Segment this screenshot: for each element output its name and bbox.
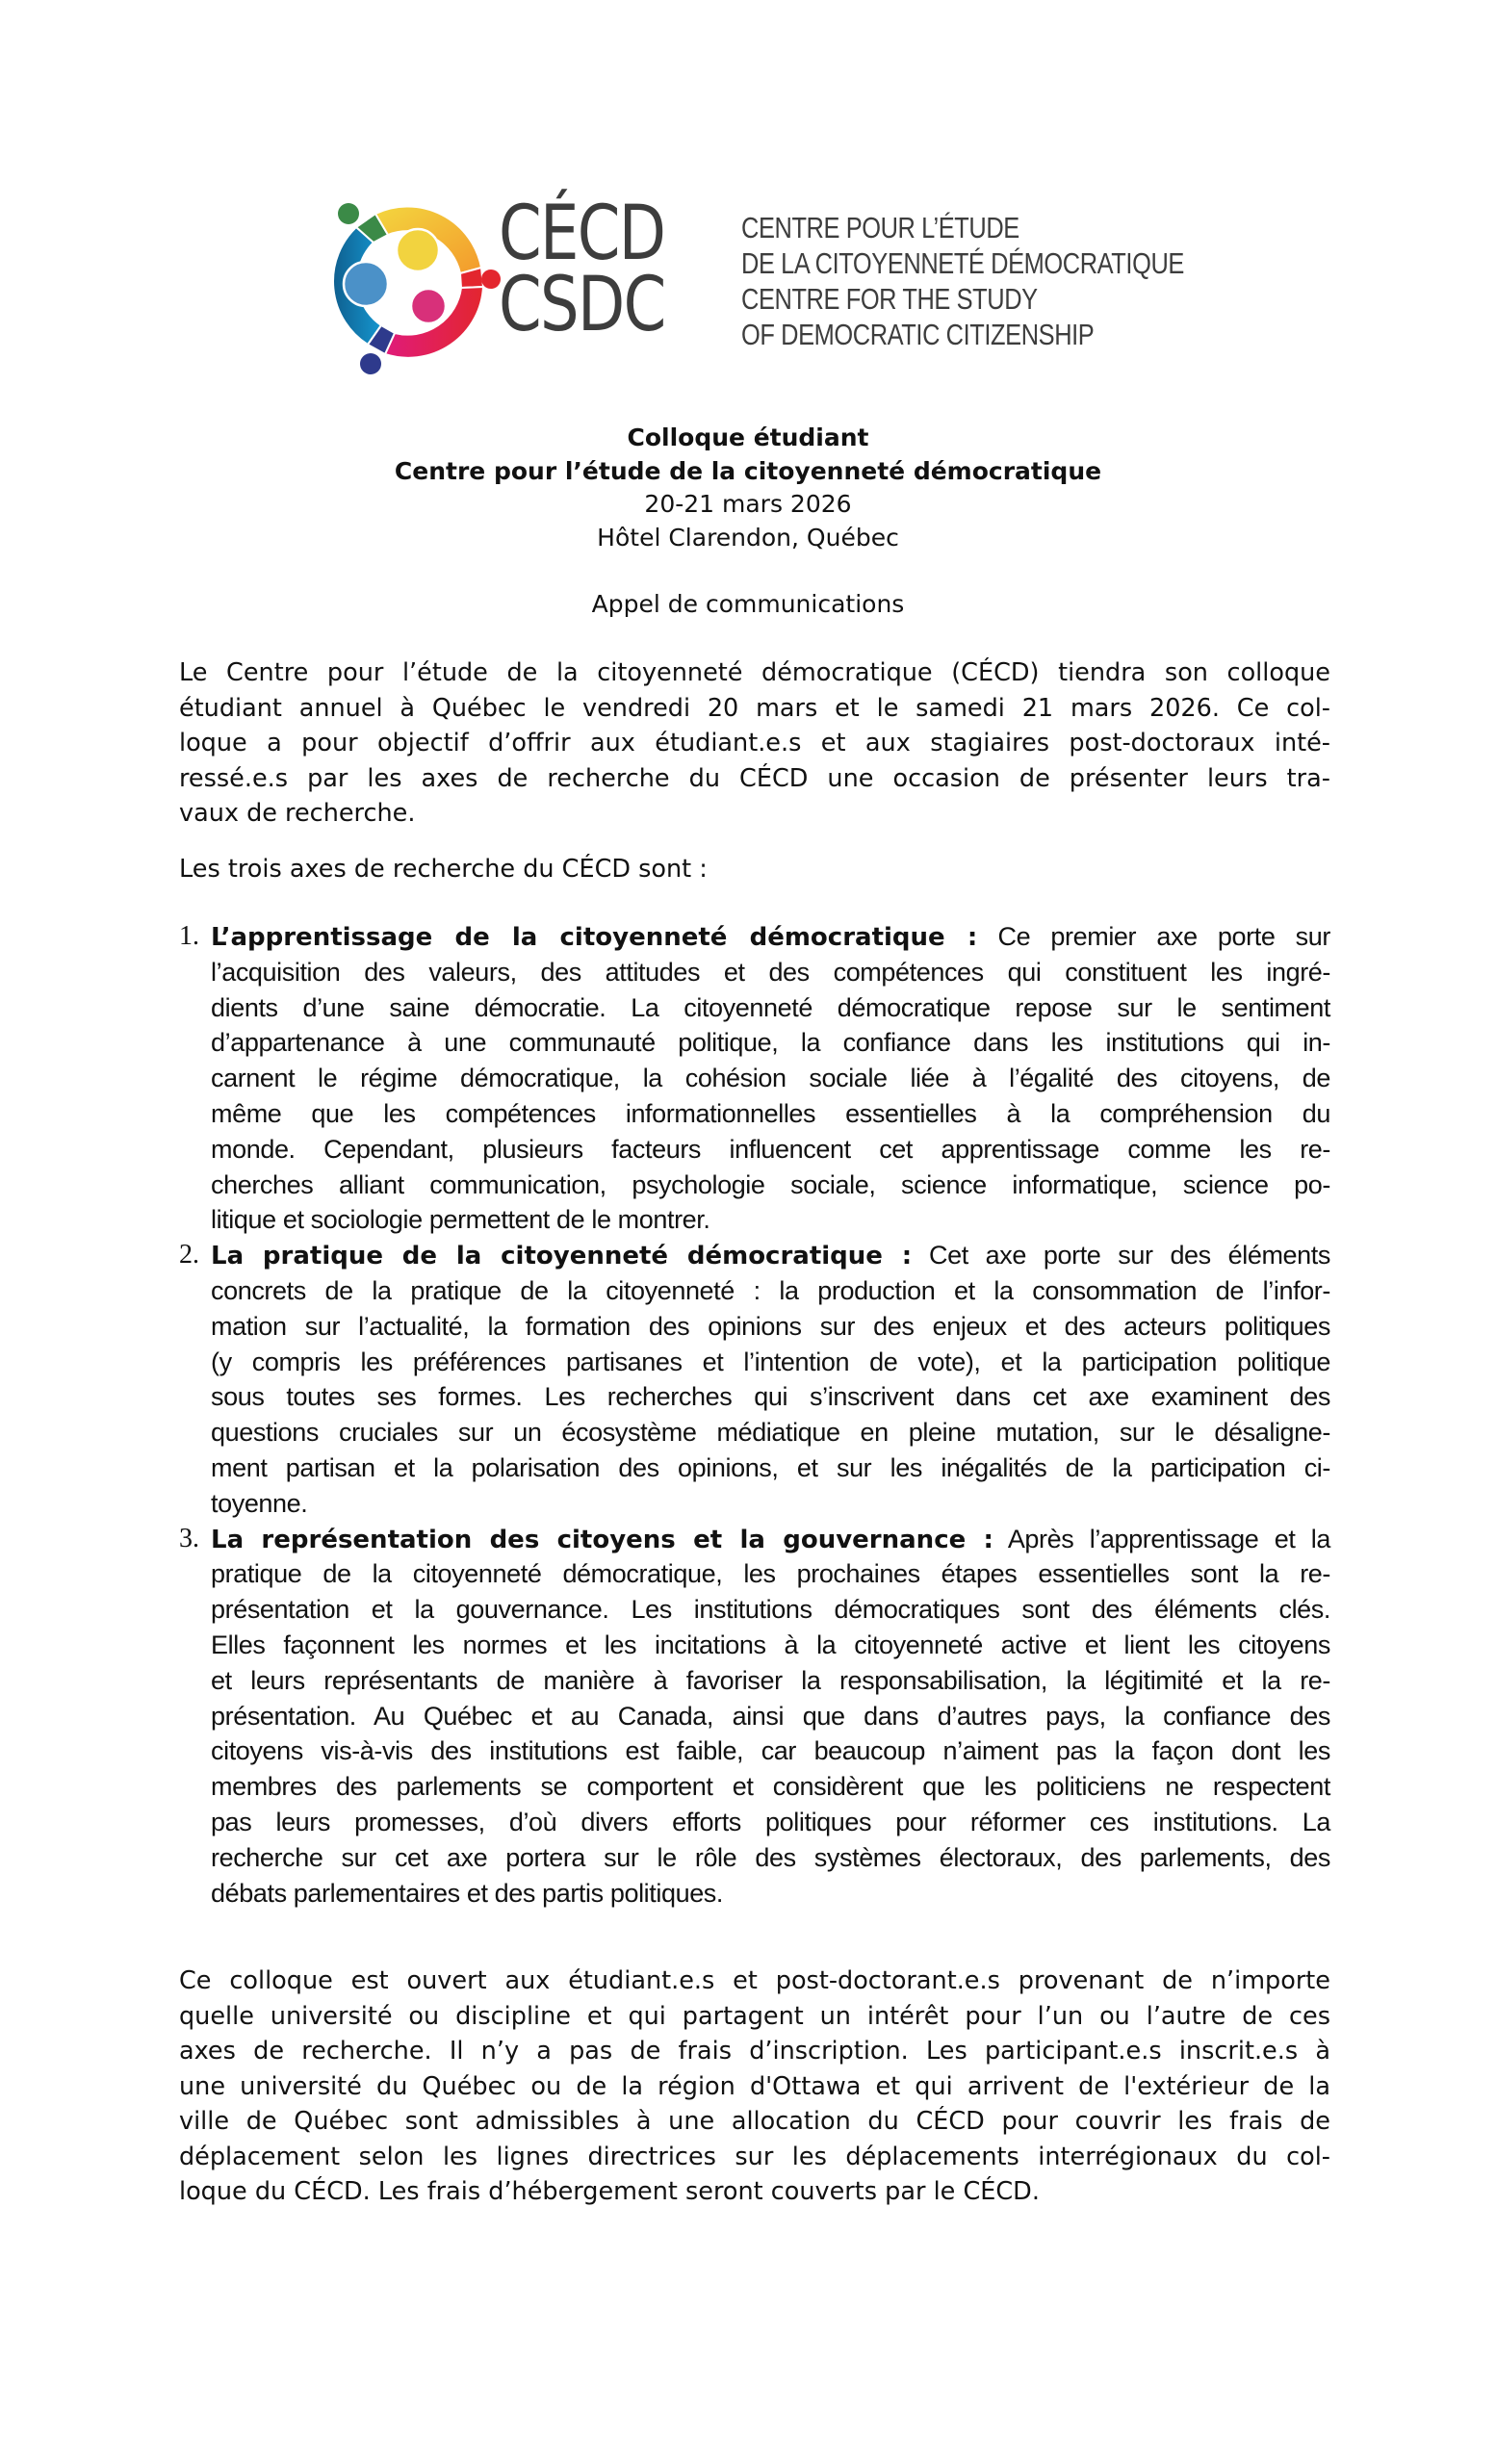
logo-acronyms [499,191,665,348]
axis-line: (y compris les préférences partisanes et l’intention de vote), et la participation politique [211,1347,1330,1376]
axis-line: citoyens vis-à-vis des institutions est faible, car beaucoup n’aiment pas la façon dont les [211,1736,1330,1766]
axis-first-line-text: Ce premier axe porte sur [977,922,1330,951]
research-axis-item [179,1238,1334,1521]
axis-first-line [211,919,1330,955]
axes-intro-paragraph [179,852,1330,887]
closing-line: quelle université ou discipline et qui partagent un intérêt pour l’un ou l’autre de ces [179,2001,1330,2031]
intro-line: loque a pour objectif d’offrir aux étudiant.e.s et aux stagiaires post-doctoraux inté- [179,729,1330,757]
closing-line: Ce colloque est ouvert aux étudiant.e.s et post-doctorant.e.s provenant de n’importe [179,1966,1330,1995]
intro-line: vaux de recherche. [179,799,416,828]
axis-line: pas leurs promesses, d’où divers efforts politiques pour réformer ces institutions. La [211,1807,1330,1836]
axis-line: dients d’une saine démocratie. La citoyenneté démocratique repose sur le sentiment [211,992,1330,1022]
logo-name-fr-line2: DE LA CITOYENNETÉ DÉMOCRATIQUE [741,246,1184,280]
research-axis-item [179,919,1334,1238]
event-venue: Hôtel Clarendon, Québec [597,523,899,552]
research-axes-list [179,919,1334,1911]
axis-line: recherche sur cet axe portera sur le rôle des systèmes électoraux, des parlements, des [211,1842,1330,1872]
axis-line: questions cruciales sur un écosystème médiatique en pleine mutation, sur le désaligne- [211,1418,1330,1448]
axis-line: membres des parlements se comportent et considèrent que les politiciens ne respectent [211,1772,1330,1802]
logo-names [741,210,1184,352]
logo-name-en-line2: OF DEMOCRATIC CITIZENSHIP [741,318,1095,351]
axis-line: présentation. Au Québec et au Canada, ainsi que dans d’autres pays, la confiance des [211,1701,1330,1731]
closing-line: axes de recherche. Il n’y a pas de frais d’inscription. Les participant.e.s inscrit.e.s à [179,2037,1330,2066]
logo-acronym-en: CSDC [499,262,665,348]
axes-intro-text: Les trois axes de recherche du CÉCD sont : [179,855,708,884]
axis-title: La pratique de la citoyenneté démocratique : [211,1242,913,1271]
intro-line: étudiant annuel à Québec le vendredi 20 mars et le samedi 21 mars 2026. Ce col- [179,693,1330,723]
axis-title: La représentation des citoyens et la gouvernance : [211,1525,993,1554]
list-number: 2. [179,1240,199,1270]
event-header [0,422,1496,621]
axis-line: toyenne. [211,1488,308,1518]
event-subtitle: Centre pour l’étude de la citoyenneté démocratique [394,456,1102,485]
axis-line: concrets de la pratique de la citoyenneté : la production et la consommation de l’infor- [211,1275,1330,1305]
intro-paragraph [179,655,1330,832]
axis-line: et leurs représentants de manière à favoriser la responsabilisation, la légitimité et la re- [211,1665,1330,1695]
axis-line: sous toutes ses formes. Les recherches qui s’inscrivent dans cet axe examinent des [211,1382,1330,1412]
axis-line: Elles façonnent les normes et les incitations à la citoyenneté active et lient les citoyens [211,1630,1330,1659]
research-axis-item [179,1522,1334,1912]
axis-line: même que les compétences informationnelles essentielles à la compréhension du [211,1098,1330,1128]
logo-name-en-line1: CENTRE FOR THE STUDY [741,282,1038,316]
axis-line: l’acquisition des valeurs, des attitudes et des compétences qui constituent les ingré- [211,957,1330,987]
axis-title: L’apprentissage de la citoyenneté démocratique : [211,923,978,952]
event-title: Colloque étudiant [627,424,869,451]
logo-mark-icon [318,192,501,375]
axis-line: cherches alliant communication, psychologie sociale, science informatique, science po- [211,1169,1330,1199]
axis-line: d’appartenance à une communauté politique, la confiance dans les institutions qui in- [211,1028,1330,1058]
logo-acronym-fr: CÉCD [499,191,665,277]
axis-line: carnent le régime démocratique, la cohésion sociale liée à l’égalité des citoyens, de [211,1064,1330,1093]
axis-first-line [211,1522,1330,1557]
axis-line: litique et sociologie permettent de le montrer. [211,1205,710,1235]
list-number: 1. [179,921,199,951]
axis-first-line-text: Cet axe porte sur des éléments [912,1241,1330,1270]
axis-first-line-text: Après l’apprentissage et la [993,1524,1330,1553]
list-number: 3. [179,1523,199,1553]
closing-line: ville de Québec sont admissibles à une allocation du CÉCD pour couvrir les frais de [179,2107,1330,2136]
intro-line: ressé.e.s par les axes de recherche du CÉCD une occasion de présenter leurs tra- [179,763,1330,793]
axis-line: monde. Cependant, plusieurs facteurs influencent cet apprentissage comme les re- [211,1134,1330,1164]
call-for-papers-heading: Appel de communications [591,589,905,618]
axis-line: présentation et la gouvernance. Les institutions démocratiques sont des éléments clés. [211,1595,1330,1625]
logo-name-fr-line1: CENTRE POUR L’ÉTUDE [741,211,1019,244]
intro-line: Le Centre pour l’étude de la citoyenneté démocratique (CÉCD) tiendra son colloque [179,658,1330,687]
axis-line: mation sur l’actualité, la formation des opinions sur des enjeux et des acteurs politiques [211,1311,1330,1341]
header-spacer [0,554,1496,588]
axis-line: débats parlementaires et des partis politiques. [211,1878,724,1908]
closing-line: une université du Québec ou de la région d'Ottawa et qui arrivent de l'extérieur de la [179,2071,1330,2101]
axis-line: pratique de la citoyenneté démocratique, les prochaines étapes essentielles sont la re- [211,1559,1330,1589]
axis-first-line [211,1238,1330,1273]
cecd-csdc-logo [318,192,1203,375]
event-dates: 20-21 mars 2026 [644,490,852,518]
closing-line: déplacement selon les lignes directrices sur les déplacements interrégionaux du col- [179,2142,1330,2171]
closing-line: loque du CÉCD. Les frais d’hébergement seront couverts par le CÉCD. [179,2177,1040,2206]
axis-line: ment partisan et la polarisation des opinions, et sur les inégalités de la participation ci- [211,1452,1330,1482]
closing-paragraph [179,1964,1330,2210]
